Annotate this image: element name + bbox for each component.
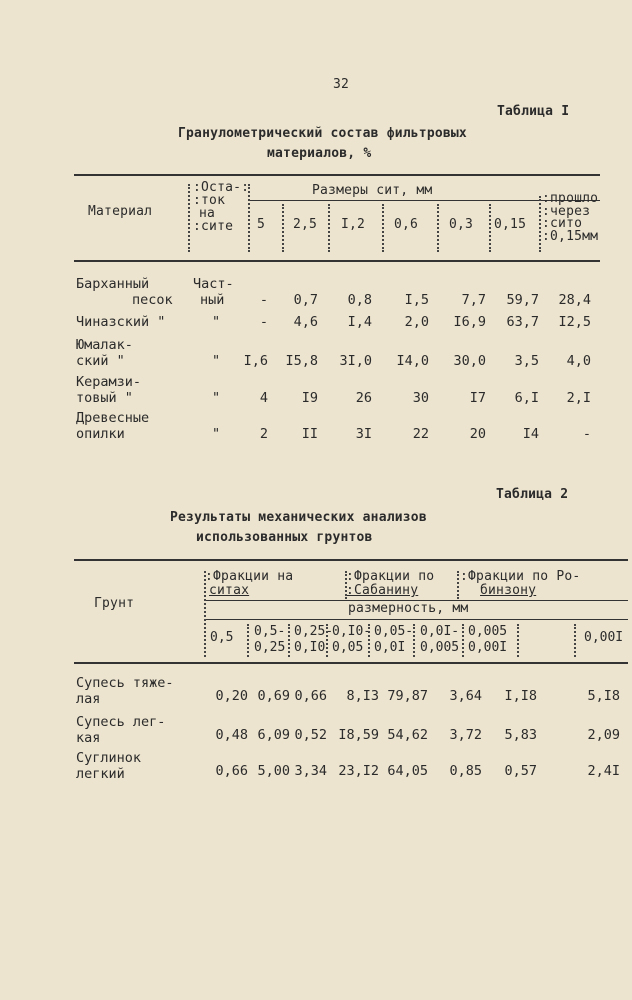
- fraction-header: 0,5-: [254, 624, 286, 639]
- table1-cell: -: [259, 292, 268, 308]
- table2-cell: 5,83: [504, 727, 537, 743]
- table1-cell: I,4: [347, 314, 372, 330]
- fraction-header: 0,00I: [584, 630, 624, 645]
- robinson-line1: :Фракции по Ро-: [460, 569, 581, 584]
- table2-cell: 0,52: [294, 727, 327, 743]
- table2-cell: 6,09: [257, 727, 290, 743]
- material-name: Керамзи-: [76, 374, 142, 390]
- table1-cell: I,5: [404, 292, 429, 308]
- table1-vsep: [328, 204, 330, 252]
- table1-cell: 4,6: [293, 314, 318, 330]
- table2-cell: 2,4I: [587, 763, 620, 779]
- table1-cell: 20: [469, 426, 486, 442]
- table1-cell: 63,7: [506, 314, 539, 330]
- table1-cell: 3I: [355, 426, 372, 442]
- table1-cell: 30,0: [453, 353, 486, 369]
- page-number: 32: [333, 77, 350, 92]
- table1-cell: 0,8: [347, 292, 372, 308]
- table1-cell: 6,I: [514, 390, 539, 406]
- sabanin-line1: :Фракции по: [346, 569, 435, 584]
- sabanin-line2: :Сабанину: [346, 583, 419, 598]
- table1-cell: I9: [301, 390, 318, 406]
- fraction-header: 0,I0-: [332, 624, 372, 639]
- table1-cell: I4: [522, 426, 539, 442]
- table1-vsep: [382, 204, 384, 252]
- fraction-header: 0,005: [468, 624, 508, 639]
- table1-top-rule: [74, 174, 600, 176]
- remainder-line4: :сите: [193, 219, 234, 234]
- table2-cell: 3,64: [449, 688, 482, 704]
- table2-vsep: [368, 624, 370, 657]
- material-name: товый ": [76, 390, 133, 406]
- table2-cell: I8,59: [338, 727, 379, 743]
- table1-cell: 3,5: [514, 353, 539, 369]
- soil-name: легкий: [76, 766, 125, 782]
- table1-cell: I,6: [243, 353, 268, 369]
- sieve-col-3: I,2: [341, 217, 366, 232]
- fraction-header: 0,5: [210, 630, 234, 645]
- soil-name: Супесь тяже-: [76, 675, 174, 691]
- material-name: Древесные: [76, 410, 150, 426]
- remainder-line3: на: [199, 206, 216, 221]
- table2-header-subrule2: [205, 619, 628, 620]
- table2-vsep: [288, 624, 290, 657]
- soil-name: Суглинок: [76, 750, 142, 766]
- table2-title-line1: Результаты механических анализов: [170, 510, 427, 525]
- remainder-value: Част-: [193, 276, 234, 292]
- table2-cell: 5,I8: [587, 688, 620, 704]
- table1-cell: 7,7: [461, 292, 486, 308]
- fraction-header: 0,005: [420, 640, 460, 655]
- table1-cell: 28,4: [558, 292, 591, 308]
- material-name: Чиназский ": [76, 314, 166, 330]
- table1-cell: 2,0: [404, 314, 429, 330]
- table2-cell: 0,66: [215, 763, 248, 779]
- fraction-header: 0,05: [332, 640, 364, 655]
- table1-cell: II: [301, 426, 318, 442]
- table2-vsep: [345, 571, 347, 599]
- sieve-col-4: 0,6: [394, 217, 419, 232]
- table2-top-rule: [74, 559, 628, 561]
- material-name: ский ": [76, 353, 125, 369]
- fraction-header: 0,I0: [294, 640, 326, 655]
- table2-header-robinson: [460, 570, 580, 598]
- material-name: песок: [132, 292, 173, 308]
- table1-vsep: [539, 196, 541, 252]
- sieve-col-5: 0,3: [449, 217, 474, 232]
- table1-cell: 22: [412, 426, 429, 442]
- soil-name: Супесь лег-: [76, 714, 166, 730]
- table2-cell: 3,34: [294, 763, 327, 779]
- remainder-value: ": [212, 426, 221, 442]
- robinson-line2: бинзону: [480, 583, 537, 598]
- table2-vsep: [574, 624, 576, 657]
- table1-cell: 4,0: [566, 353, 591, 369]
- table1-vsep: [489, 204, 491, 252]
- table2-cell: 5,00: [257, 763, 290, 779]
- sieve-col-1: 5: [257, 217, 266, 232]
- sieve-fractions-line1: :Фракции на: [205, 569, 294, 584]
- table2-cell: 79,87: [387, 688, 428, 704]
- table1-vsep: [248, 184, 250, 252]
- table1-cell: I6,9: [453, 314, 486, 330]
- fraction-header: 0,25-: [294, 624, 334, 639]
- table2-header-dimension: размерность, мм: [348, 601, 469, 616]
- table1-vsep: [188, 184, 190, 252]
- material-name: Барханный: [76, 276, 150, 292]
- table1-cell: I5,8: [285, 353, 318, 369]
- remainder-value: ": [212, 390, 221, 406]
- table1-header-bottom-rule: [74, 260, 600, 262]
- passed-line1: :прошло: [542, 191, 599, 206]
- table2-vsep: [517, 624, 519, 657]
- table2-header-sabanin: [346, 570, 434, 598]
- table1-header-material: Материал: [88, 204, 153, 219]
- remainder-value: ": [212, 353, 221, 369]
- table1-cell: -: [259, 314, 268, 330]
- table2-cell: 0,69: [257, 688, 290, 704]
- fraction-header: 0,0I: [374, 640, 406, 655]
- passed-line2: :через: [542, 203, 591, 219]
- table1-header-remainder: [193, 181, 249, 233]
- soil-name: кая: [76, 730, 101, 746]
- fraction-header: 0,00I: [468, 640, 508, 655]
- sieve-fractions-line2: ситах: [209, 583, 250, 598]
- table1-cell: 2: [259, 426, 268, 442]
- table2-cell: I,I8: [504, 688, 537, 704]
- table1-header-passed: [542, 193, 598, 243]
- table1-title-line1: Гранулометрический состав фильтровых: [178, 126, 467, 141]
- table2-cell: 3,72: [449, 727, 482, 743]
- material-name: опилки: [76, 426, 125, 442]
- table2-cell: 23,I2: [338, 763, 379, 779]
- table2-cell: 0,57: [504, 763, 537, 779]
- fraction-header: 0,05-: [374, 624, 414, 639]
- table2-header-soil: Грунт: [94, 596, 135, 611]
- table1-cell: I2,5: [558, 314, 591, 330]
- table1-number: Таблица I: [497, 104, 570, 119]
- table1-title-line2: материалов, %: [267, 146, 372, 161]
- fraction-header: 0,0I-: [420, 624, 460, 639]
- table2-vsep: [457, 571, 459, 599]
- table1-cell: I7: [469, 390, 486, 406]
- table2-cell: 54,62: [387, 727, 428, 743]
- table2-cell: 0,20: [215, 688, 248, 704]
- table1-cell: 3I,0: [339, 353, 372, 369]
- table1-cell: I4,0: [396, 353, 429, 369]
- table2-cell: 0,85: [449, 763, 482, 779]
- table2-vsep: [326, 624, 328, 657]
- table2-header-bottom-rule: [74, 662, 628, 664]
- sieve-col-2: 2,5: [293, 217, 318, 232]
- table1-vsep: [282, 204, 284, 252]
- table2-vsep: [413, 624, 415, 657]
- remainder-value: ный: [200, 292, 225, 308]
- table2-cell: 8,I3: [346, 688, 379, 704]
- table2-title-line2: использованных грунтов: [196, 530, 373, 545]
- table1-header-sieve-sizes: Размеры сит, мм: [312, 183, 433, 198]
- fraction-header: 0,25: [254, 640, 286, 655]
- material-name: Юмалак-: [76, 337, 133, 353]
- table2-vsep: [462, 624, 464, 657]
- remainder-value: ": [212, 314, 221, 330]
- passed-line4: :0,15мм: [542, 228, 599, 244]
- table2-cell: 2,09: [587, 727, 620, 743]
- table1-cell: 2,I: [566, 390, 591, 406]
- remainder-line2: :ток: [193, 193, 226, 208]
- table2-cell: 0,48: [215, 727, 248, 743]
- table2-number: Таблица 2: [496, 487, 569, 502]
- table2-cell: 64,05: [387, 763, 428, 779]
- table2-vsep: [247, 624, 249, 657]
- soil-name: лая: [76, 691, 101, 707]
- remainder-line1: :Оста-:: [193, 180, 250, 195]
- sieve-col-6: 0,15: [494, 217, 527, 232]
- table2-vsep: [204, 571, 206, 657]
- passed-line3: :сито: [542, 216, 583, 231]
- table1-cell: -: [582, 426, 591, 442]
- table2-header-sieve-fractions: [205, 570, 293, 598]
- table1-vsep: [437, 204, 439, 252]
- table2-cell: 0,66: [294, 688, 327, 704]
- table1-cell: 30: [412, 390, 429, 406]
- table1-cell: 4: [259, 390, 268, 406]
- table1-cell: 0,7: [293, 292, 318, 308]
- table1-cell: 26: [355, 390, 372, 406]
- table1-cell: 59,7: [506, 292, 539, 308]
